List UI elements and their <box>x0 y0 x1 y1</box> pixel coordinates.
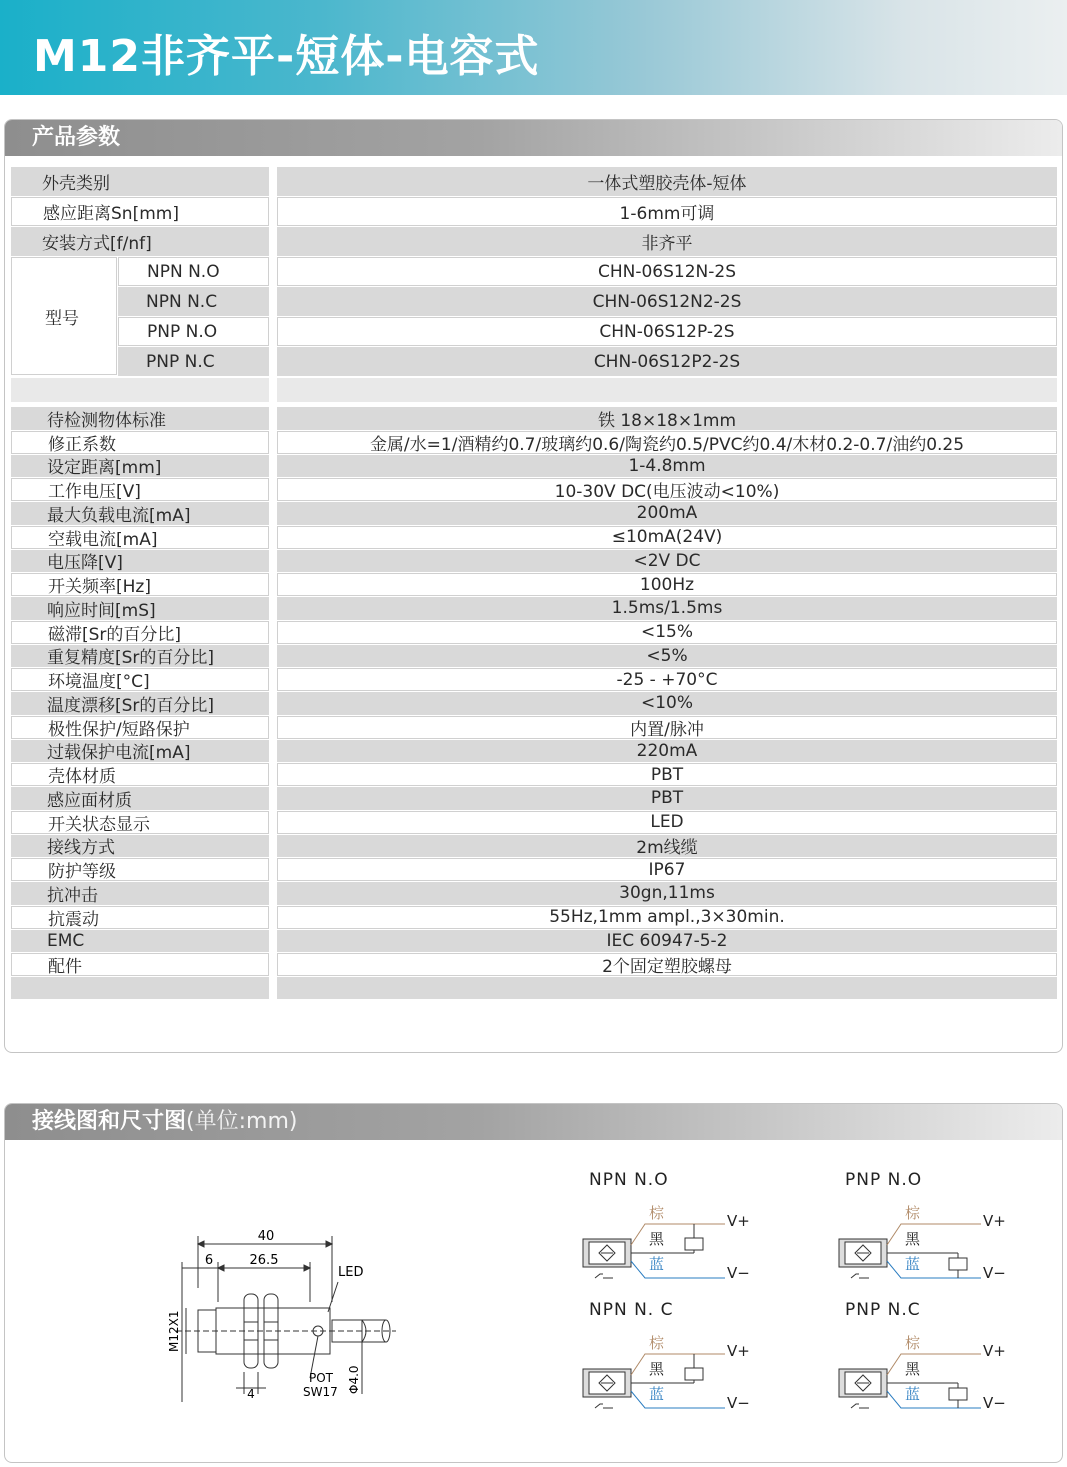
wire-brown-label: 棕 <box>649 1334 665 1352</box>
wire-blue-label: 蓝 <box>649 1385 665 1403</box>
row-value: PBT <box>277 763 1057 786</box>
v-plus-label: V+ <box>983 1342 1006 1360</box>
table-row <box>5 930 1063 953</box>
wire-brown-label: 棕 <box>905 1334 921 1352</box>
table-row <box>5 858 1063 881</box>
row-value: 铁 18×18×1mm <box>277 407 1057 430</box>
dimension-drawing <box>160 1222 420 1402</box>
dim-sw-label: SW17 <box>303 1385 338 1399</box>
row-value: 10-30V DC(电压波动<10%) <box>277 478 1057 501</box>
table-row <box>5 407 1063 430</box>
row-label: 开关频率[Hz] <box>11 573 269 596</box>
dim-thread-name: M12X1 <box>167 1310 181 1352</box>
table-row <box>5 716 1063 739</box>
row-label: 接线方式 <box>11 835 269 858</box>
params-header-title: 产品参数 <box>32 125 121 150</box>
wire-blue-label: 蓝 <box>905 1385 921 1403</box>
v-minus-label: V− <box>727 1394 750 1412</box>
dim-front-label: 6 <box>204 1253 214 1268</box>
model-row <box>5 347 1063 376</box>
table-row <box>5 953 1063 976</box>
row-value: 200mA <box>277 502 1057 525</box>
table-row <box>5 621 1063 644</box>
row-label: 防护等级 <box>11 858 269 881</box>
top-table <box>5 165 1063 377</box>
wiring-header <box>5 1104 1062 1140</box>
table-row <box>5 550 1063 573</box>
table-row <box>5 668 1063 691</box>
v-minus-label: V− <box>983 1264 1006 1282</box>
wiring-schematic <box>837 1326 1037 1426</box>
table-row <box>5 740 1063 763</box>
wire-brown-label: 棕 <box>649 1204 665 1222</box>
dim-total-label: 40 <box>257 1229 275 1244</box>
row-label: 响应时间[mS] <box>11 597 269 620</box>
table-row <box>5 197 1063 226</box>
model-type: PNP N.C <box>118 347 269 376</box>
table-row <box>5 763 1063 786</box>
model-code: CHN-06S12N2-2S <box>277 287 1057 316</box>
wiring-header-unit: (单位:mm) <box>186 1109 298 1134</box>
dim-cable-label: Φ4.0 <box>347 1365 361 1394</box>
wire-black-label: 黑 <box>905 1360 921 1378</box>
wiring-diagram <box>589 1300 789 1420</box>
table-row <box>5 645 1063 668</box>
row-label: 重复精度[Sr的百分比] <box>11 645 269 668</box>
title-banner <box>0 0 1067 95</box>
page-title: M12非齐平-短体-电容式 <box>33 31 540 82</box>
row-value: PBT <box>277 787 1057 810</box>
model-code: CHN-06S12P-2S <box>277 317 1057 346</box>
wire-black-label: 黑 <box>905 1230 921 1248</box>
wiring-diagram-title: PNP N.O <box>845 1170 923 1190</box>
table-footer-strip <box>277 977 1057 999</box>
row-value: <15% <box>277 621 1057 644</box>
table-row <box>5 227 1063 256</box>
model-row <box>5 287 1063 316</box>
row-value: IP67 <box>277 858 1057 881</box>
wire-blue-label: 蓝 <box>905 1255 921 1273</box>
row-label: 温度漂移[Sr的百分比] <box>11 692 269 715</box>
row-label: 电压降[V] <box>11 550 269 573</box>
row-label: 磁滞[Sr的百分比] <box>11 621 269 644</box>
row-label: 壳体材质 <box>11 763 269 786</box>
table-row <box>5 692 1063 715</box>
wiring-diagram <box>589 1170 789 1290</box>
row-value: 1.5ms/1.5ms <box>277 597 1057 620</box>
wire-blue-label: 蓝 <box>649 1255 665 1273</box>
row-value: ≤10mA(24V) <box>277 526 1057 549</box>
table-row <box>5 787 1063 810</box>
wiring-schematic <box>837 1196 1037 1296</box>
table-row <box>5 835 1063 858</box>
row-label: 抗冲击 <box>11 882 269 905</box>
v-minus-label: V− <box>727 1264 750 1282</box>
model-row <box>5 317 1063 346</box>
row-label: 抗震动 <box>11 906 269 929</box>
wiring-diagram <box>845 1170 1045 1290</box>
wiring-diagram <box>845 1300 1045 1420</box>
table-row <box>5 811 1063 834</box>
table-row <box>5 526 1063 549</box>
row-label: EMC <box>11 930 269 953</box>
row-value: <10% <box>277 692 1057 715</box>
table-row <box>5 431 1063 454</box>
dim-led-label: LED <box>338 1265 364 1280</box>
row-label: 感应距离Sn[mm] <box>11 197 269 226</box>
model-code: CHN-06S12P2-2S <box>277 347 1057 376</box>
wire-brown-label: 棕 <box>905 1204 921 1222</box>
row-label: 最大负载电流[mA] <box>11 502 269 525</box>
wiring-panel <box>4 1103 1063 1463</box>
v-minus-label: V− <box>983 1394 1006 1412</box>
row-value: 内置/脉冲 <box>277 716 1057 739</box>
dim-thread-label: 26.5 <box>249 1253 279 1268</box>
dim-pot-label: POT <box>309 1371 334 1385</box>
row-value: 220mA <box>277 740 1057 763</box>
table-row <box>5 573 1063 596</box>
table-row <box>5 167 1063 196</box>
v-plus-label: V+ <box>727 1342 750 1360</box>
table-row <box>5 455 1063 478</box>
row-label: 环境温度[°C] <box>11 668 269 691</box>
wiring-diagram-title: NPN N.O <box>589 1170 669 1190</box>
row-label: 空载电流[mA] <box>11 526 269 549</box>
table-footer-strip <box>11 977 269 999</box>
wire-black-label: 黑 <box>649 1230 665 1248</box>
row-label: 设定距离[mm] <box>11 455 269 478</box>
table-separator <box>277 378 1057 402</box>
row-value: <5% <box>277 645 1057 668</box>
wiring-schematic <box>581 1196 781 1296</box>
table-row <box>5 502 1063 525</box>
wiring-diagram-title: PNP N.C <box>845 1300 921 1320</box>
row-label: 开关状态显示 <box>11 811 269 834</box>
v-plus-label: V+ <box>983 1212 1006 1230</box>
row-value: 2m线缆 <box>277 835 1057 858</box>
row-value: 1-6mm可调 <box>277 197 1057 226</box>
row-value: <2V DC <box>277 550 1057 573</box>
row-label: 修正系数 <box>11 431 269 454</box>
row-value: 一体式塑胶壳体-短体 <box>277 167 1057 196</box>
product-params-panel <box>4 119 1063 1053</box>
row-value: 金属/水=1/酒精约0.7/玻璃约0.6/陶瓷约0.5/PVC约0.4/木材0.2-0.7/油约0.25 <box>277 431 1057 454</box>
model-label: 型号 <box>11 257 117 375</box>
row-value: 55Hz,1mm ampl.,3×30min. <box>277 906 1057 929</box>
wiring-header-title: 接线图和尺寸图 <box>32 1109 187 1134</box>
params-header <box>5 120 1062 156</box>
model-type: NPN N.O <box>118 257 269 286</box>
wiring-diagram-title: NPN N. C <box>589 1300 674 1320</box>
row-label: 外壳类别 <box>11 167 269 196</box>
row-value: LED <box>277 811 1057 834</box>
row-value: IEC 60947-5-2 <box>277 930 1057 953</box>
table-row <box>5 478 1063 501</box>
model-row <box>5 257 1063 286</box>
row-value: 1-4.8mm <box>277 455 1057 478</box>
row-label: 感应面材质 <box>11 787 269 810</box>
table-row <box>5 597 1063 620</box>
row-value: 30gn,11ms <box>277 882 1057 905</box>
v-plus-label: V+ <box>727 1212 750 1230</box>
model-type: NPN N.C <box>118 287 269 316</box>
row-label: 工作电压[V] <box>11 478 269 501</box>
spec-table <box>5 407 1063 1027</box>
row-value: 非齐平 <box>277 227 1057 256</box>
table-separator <box>11 378 269 402</box>
row-label: 极性保护/短路保护 <box>11 716 269 739</box>
table-row <box>5 882 1063 905</box>
wire-black-label: 黑 <box>649 1360 665 1378</box>
model-type: PNP N.O <box>118 317 269 346</box>
model-code: CHN-06S12N-2S <box>277 257 1057 286</box>
row-label: 过载保护电流[mA] <box>11 740 269 763</box>
wiring-schematic <box>581 1326 781 1426</box>
row-label: 配件 <box>11 953 269 976</box>
dim-nut-label: 4 <box>247 1387 255 1401</box>
row-label: 待检测物体标准 <box>11 407 269 430</box>
row-label: 安装方式[f/nf] <box>11 227 269 256</box>
table-row <box>5 906 1063 929</box>
row-value: 100Hz <box>277 573 1057 596</box>
row-value: 2个固定塑胶螺母 <box>277 953 1057 976</box>
row-value: -25 - +70°C <box>277 668 1057 691</box>
